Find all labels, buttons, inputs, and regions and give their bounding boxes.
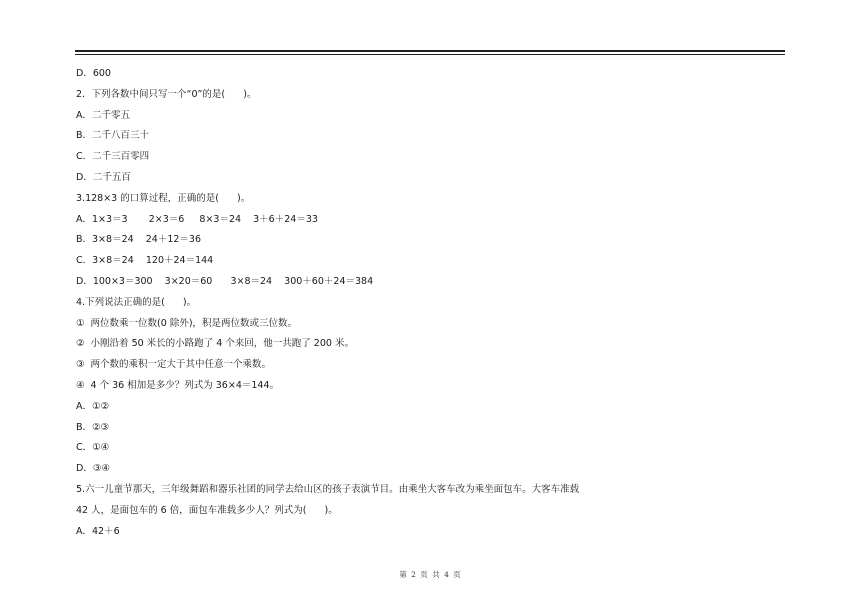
statement-4: ④ 4 个 36 相加是多少？列式为 36×4＝144。 [76, 379, 279, 391]
option-a-q4: A．①② [76, 400, 110, 412]
question-2: 2．下列各数中间只写一个“0”的是( )。 [76, 88, 257, 100]
question-5-line-2: 42 人，是面包车的 6 倍，面包车准载多少人？列式为( )。 [76, 504, 338, 516]
option-b-q2: B．二千八百三十 [76, 130, 150, 142]
footer-page-unit: 页 [420, 570, 428, 579]
option-c-q3: C．3×8＝24 120＋24＝144 [76, 255, 214, 267]
option-a-q5: A．42＋6 [76, 525, 120, 537]
footer-prefix: 第 [399, 570, 407, 579]
option-a-q2: A．二千零五 [76, 109, 130, 121]
option-d-q3: D．100×3＝300 3×20＝60 3×8＝24 300＋60＋24＝384 [76, 275, 374, 287]
header-rule-thin [75, 54, 785, 55]
option-a-q3: A．1×3＝3 2×3＝6 8×3＝24 3＋6＋24＝33 [76, 213, 318, 225]
footer-total-unit: 页 [453, 570, 461, 579]
option-c-q2: C．二千三百零四 [76, 151, 150, 163]
option-d-q1: D．600 [76, 68, 111, 79]
statement-3: ③ 两个数的乘积一定大于其中任意一个乘数。 [76, 359, 272, 371]
document-body [76, 64, 776, 542]
question-5-line-1: 5.六一儿童节那天，三年级舞蹈和器乐社团的同学去给山区的孩子表演节目。由乘坐大客车改为乘坐面包车。大客车准载 [76, 483, 580, 495]
footer-total-pages: 4 [444, 570, 449, 579]
footer-page-number: 2 [411, 570, 416, 579]
header-rule-thick [75, 50, 785, 52]
option-d-q2: D．二千五百 [76, 171, 131, 183]
page-footer [0, 569, 860, 580]
statement-2: ② 小刚沿着 50 米长的小路跑了 4 个来回，他一共跑了 200 米。 [76, 338, 354, 350]
option-d-q4: D．③④ [76, 463, 110, 475]
question-4: 4.下列说法正确的是( )。 [76, 296, 197, 308]
option-b-q3: B．3×8＝24 24＋12＝36 [76, 234, 201, 246]
option-b-q4: B．②③ [76, 421, 110, 433]
statement-1: ① 两位数乘一位数(0 除外)，积是两位数或三位数。 [76, 317, 298, 329]
footer-total-prefix: 共 [432, 570, 440, 579]
question-3: 3.128×3 的口算过程，正确的是( )。 [76, 192, 251, 204]
option-c-q4: C．①④ [76, 442, 110, 454]
